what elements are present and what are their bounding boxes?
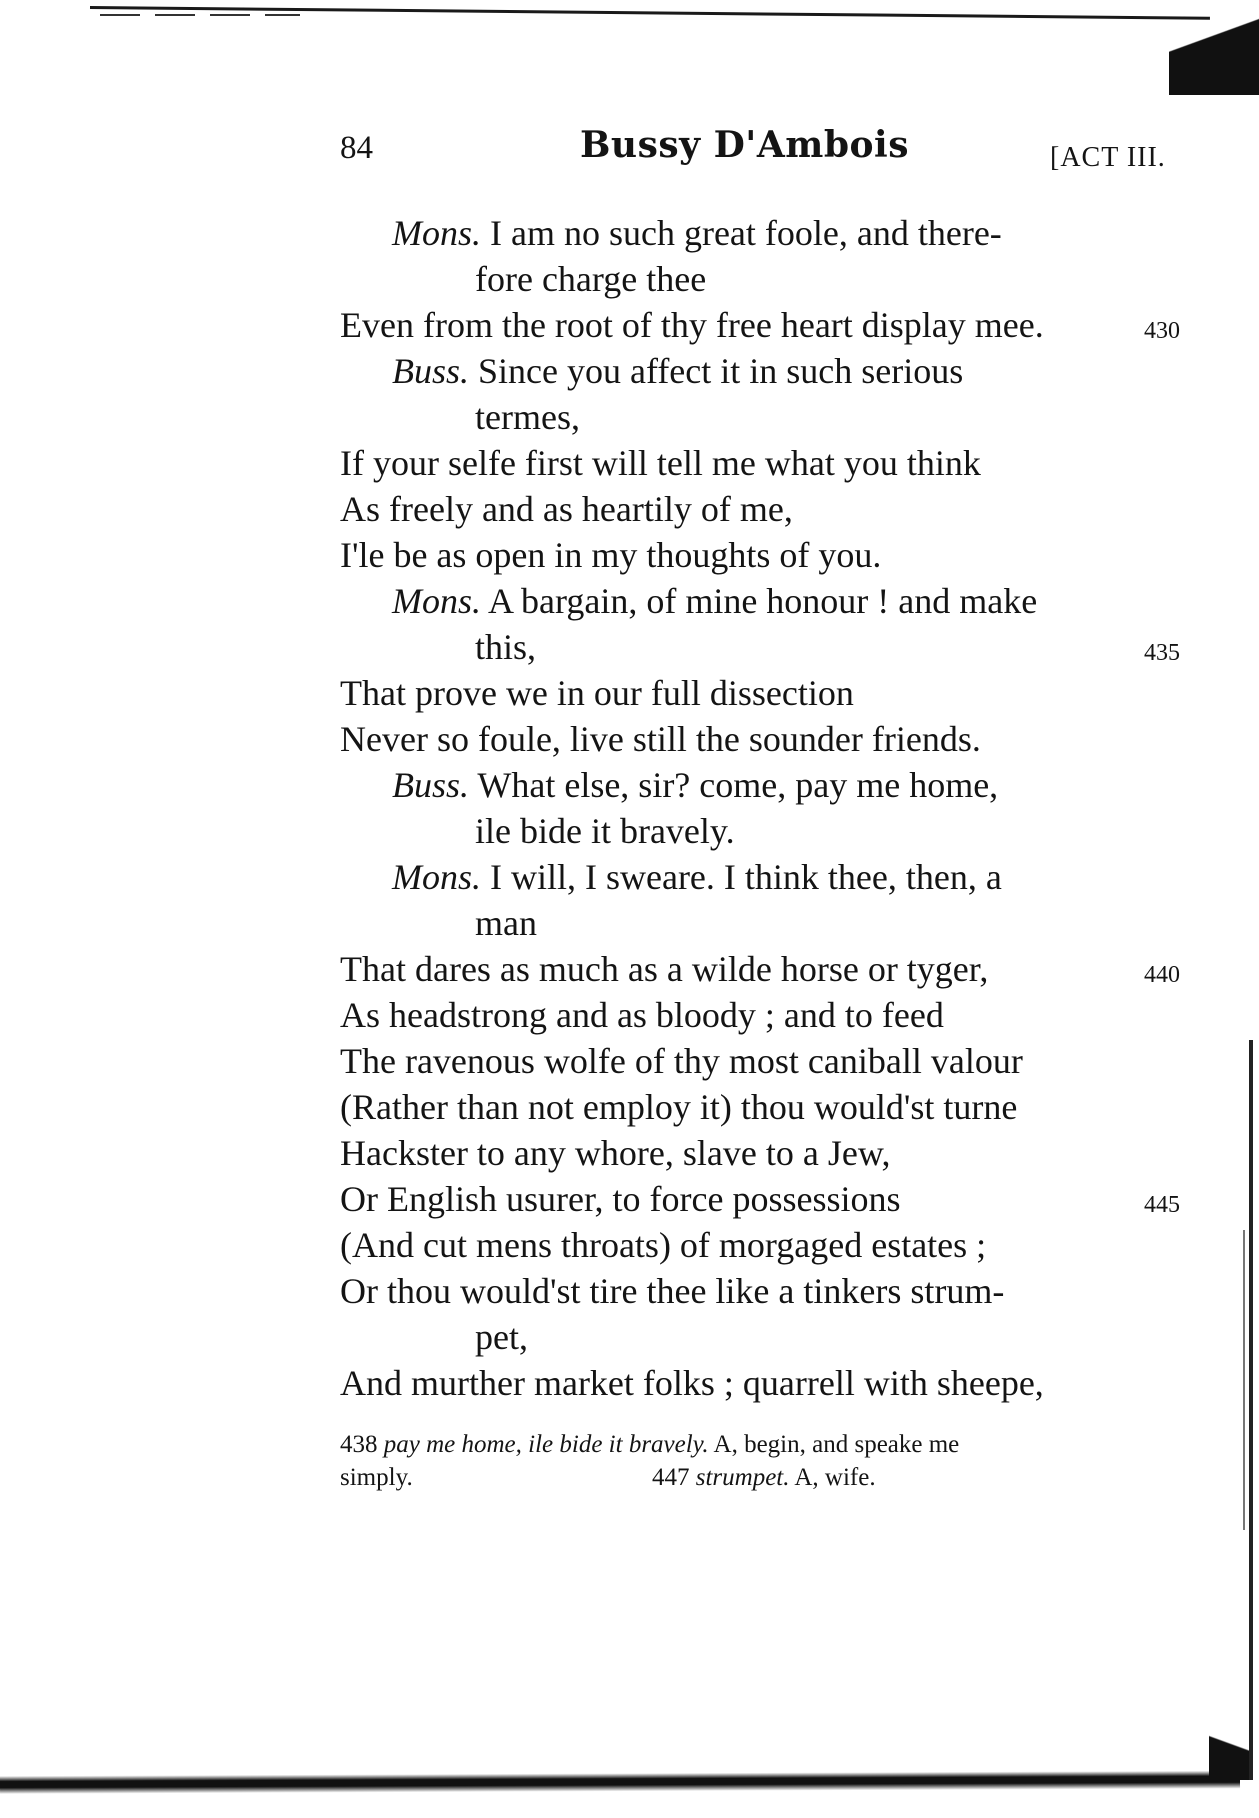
- footnote-line: [340, 1461, 1180, 1494]
- line-number: 445: [1144, 1192, 1180, 1218]
- verse-line-text: termes,: [475, 397, 580, 437]
- verse-line-text: this,: [475, 627, 537, 667]
- verse-line-text: And murther market folks ; quarrell with sheepe,: [340, 1363, 1044, 1403]
- verse-line: [340, 670, 1180, 716]
- verse-line: [340, 1314, 1180, 1360]
- scan-shadow-corner: [1169, 0, 1259, 95]
- speaker-name: Buss.: [392, 765, 470, 805]
- verse-line-text: As freely and as heartily of me,: [340, 489, 793, 529]
- scan-edge-right: [1249, 1040, 1253, 1780]
- footnote-number: 438: [340, 1431, 378, 1458]
- page-number: 84: [340, 130, 373, 166]
- verse-line: [340, 1360, 1180, 1406]
- verse-line-text: ile bide it bravely.: [475, 811, 735, 851]
- running-head: [340, 124, 1180, 190]
- verse-line: [340, 808, 1180, 854]
- verse-line-text: Or English usurer, to force possessions: [340, 1179, 901, 1219]
- speaker-name: Mons.: [392, 581, 481, 621]
- line-number: 435: [1144, 640, 1180, 666]
- verse-line-text: The ravenous wolfe of thy most caniball valour: [340, 1041, 1023, 1081]
- speaker-name: Buss.: [392, 351, 470, 391]
- footnote-reference: pay me home, ile bide it bravely.: [383, 1431, 709, 1458]
- verse-line: [340, 394, 1180, 440]
- verse-line-text: pet,: [475, 1317, 528, 1357]
- verse-line: [340, 348, 1180, 394]
- running-title: Bussy D'Ambois: [580, 124, 909, 166]
- verse-line-text: That dares as much as a wilde horse or tyger,: [340, 949, 989, 989]
- verse-line: [340, 210, 1180, 256]
- verse-line: [340, 1084, 1180, 1130]
- verse-line: [340, 762, 1180, 808]
- verse-line-text: Or thou would'st tire thee like a tinkers strum-: [340, 1271, 1005, 1311]
- verse-line-text: I'le be as open in my thoughts of you.: [340, 535, 882, 575]
- verse-line: [340, 900, 1180, 946]
- scan-edge-bottom: [0, 1771, 1240, 1794]
- act-label: [ACT III.: [1050, 142, 1166, 173]
- verse-line-text: (And cut mens throats) of morgaged estates ;: [340, 1225, 987, 1265]
- verse-line-text: A bargain, of mine honour ! and make: [488, 581, 1038, 621]
- line-number: 430: [1144, 318, 1180, 344]
- verse-line-text: man: [475, 903, 537, 943]
- verse-line: [340, 1222, 1180, 1268]
- verse-line: [340, 1268, 1180, 1314]
- verse-line: [340, 1130, 1180, 1176]
- verse-line-text: Since you affect it in such serious: [478, 351, 964, 391]
- verse-line: [340, 302, 1180, 348]
- scan-edge-right-thin: [1243, 1230, 1245, 1530]
- verse-line: [340, 256, 1180, 302]
- footnote-text: A, begin, and speake me: [713, 1431, 960, 1458]
- verse-text: [340, 210, 1180, 1406]
- verse-line: [340, 1176, 1180, 1222]
- scan-edge-dash: [100, 14, 300, 16]
- verse-line: [340, 716, 1180, 762]
- footnote-text: A, wife.: [794, 1464, 876, 1491]
- verse-line: [340, 440, 1180, 486]
- verse-line-text: Hackster to any whore, slave to a Jew,: [340, 1133, 891, 1173]
- speaker-name: Mons.: [392, 857, 481, 897]
- footnotes: [340, 1428, 1180, 1494]
- verse-line: [340, 532, 1180, 578]
- footnote-continuation: simply.: [340, 1464, 413, 1491]
- verse-line-text: What else, sir? come, pay me home,: [477, 765, 999, 805]
- footnote-reference: strumpet.: [695, 1464, 790, 1491]
- verse-line-text: I will, I sweare. I think thee, then, a: [490, 857, 1002, 897]
- line-number: 440: [1144, 962, 1180, 988]
- verse-line-text: Even from the root of thy free heart display mee.: [340, 305, 1044, 345]
- footnote-number: 447: [652, 1464, 690, 1491]
- verse-line: [340, 578, 1180, 624]
- verse-line-text: Never so foule, live still the sounder friends.: [340, 719, 981, 759]
- verse-line-text: If your selfe first will tell me what you think: [340, 443, 981, 483]
- verse-line: [340, 946, 1180, 992]
- verse-line: [340, 486, 1180, 532]
- verse-line-text: I am no such great foole, and there-: [490, 213, 1002, 253]
- verse-line-text: That prove we in our full dissection: [340, 673, 854, 713]
- speaker-name: Mons.: [392, 213, 481, 253]
- verse-line-text: (Rather than not employ it) thou would'st turne: [340, 1087, 1018, 1127]
- footnote-line: [340, 1428, 1180, 1461]
- verse-line-text: fore charge thee: [475, 259, 707, 299]
- verse-line: [340, 1038, 1180, 1084]
- verse-line: [340, 854, 1180, 900]
- verse-line: [340, 624, 1180, 670]
- scan-shadow-bottom-corner: [1209, 1720, 1249, 1780]
- verse-line: [340, 992, 1180, 1038]
- verse-line-text: As headstrong and as bloody ; and to feed: [340, 995, 944, 1035]
- footnote-second: [652, 1461, 876, 1494]
- scan-edge-top: [90, 6, 1210, 20]
